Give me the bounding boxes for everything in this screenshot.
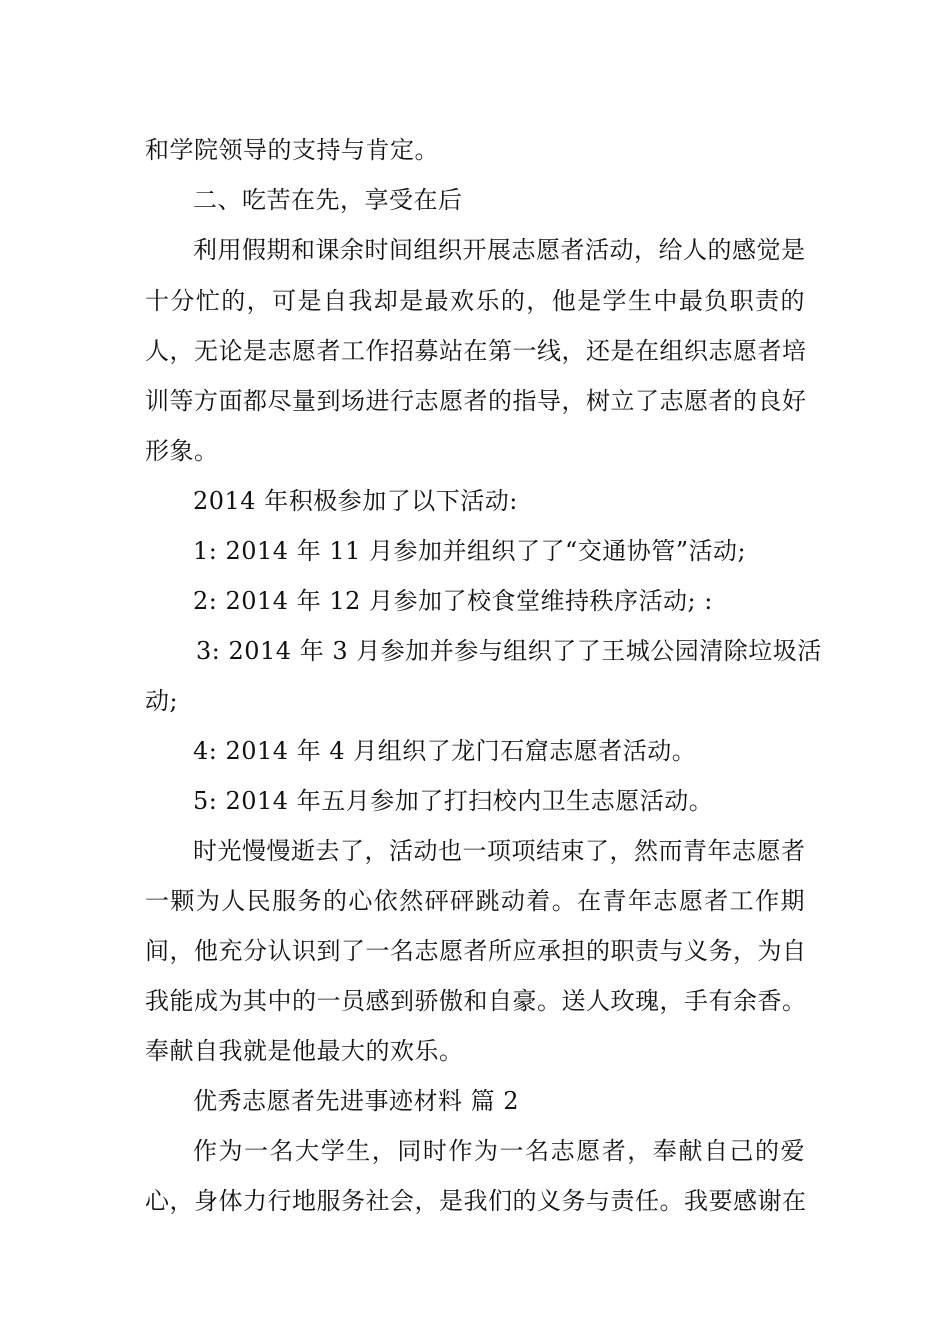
paragraph-line: 训等方面都尽量到场进行志愿者的指导，树立了志愿者的良好 (145, 387, 807, 415)
list-item: 3: 2014 年 3 月参加并参与组织了了王城公园清除垃圾活 (196, 637, 822, 665)
list-item-continuation: 动; (145, 687, 179, 715)
paragraph-line: 时光慢慢逝去了，活动也一项项结束了，然而青年志愿者 (193, 837, 806, 865)
section-heading: 二、吃苦在先，享受在后 (193, 186, 463, 214)
paragraph-line: 心，身体力行地服务社会，是我们的义务与责任。我要感谢在 (145, 1187, 807, 1215)
paragraph-line: 十分忙的，可是自我却是最欢乐的，他是学生中最负职责的 (145, 287, 805, 315)
paragraph-line: 奉献自我就是他最大的欢乐。 (145, 1037, 464, 1065)
section-title: 优秀志愿者先进事迹材料 篇 2 (193, 1087, 520, 1115)
list-intro: 2014 年积极参加了以下活动: (193, 487, 518, 515)
paragraph-line: 形象。 (145, 437, 219, 465)
list-item: 4: 2014 年 4 月组织了龙门石窟志愿者活动。 (193, 737, 697, 765)
list-item: 5: 2014 年五月参加了打扫校内卫生志愿活动。 (193, 787, 714, 815)
list-item: 2: 2014 年 12 月参加了校食堂维持秩序活动; : (193, 587, 713, 615)
paragraph-line: 间，他充分认识到了一名志愿者所应承担的职责与义务，为自 (145, 937, 807, 965)
paragraph-line: 一颗为人民服务的心依然砰砰跳动着。在青年志愿者工作期 (145, 887, 805, 915)
paragraph-line: 和学院领导的支持与肯定。 (145, 136, 439, 164)
paragraph-line: 我能成为其中的一员感到骄傲和自豪。送人玫瑰，手有余香。 (145, 987, 807, 1015)
paragraph-line: 作为一名大学生，同时作为一名志愿者，奉献自己的爱 (193, 1137, 805, 1165)
paragraph-line: 利用假期和课余时间组织开展志愿者活动，给人的感觉是 (193, 236, 806, 264)
list-item: 1: 2014 年 11 月参加并组织了了“交通协管”活动; (193, 537, 747, 565)
paragraph-line: 人，无论是志愿者工作招募站在第一线，还是在组织志愿者培 (145, 337, 807, 365)
